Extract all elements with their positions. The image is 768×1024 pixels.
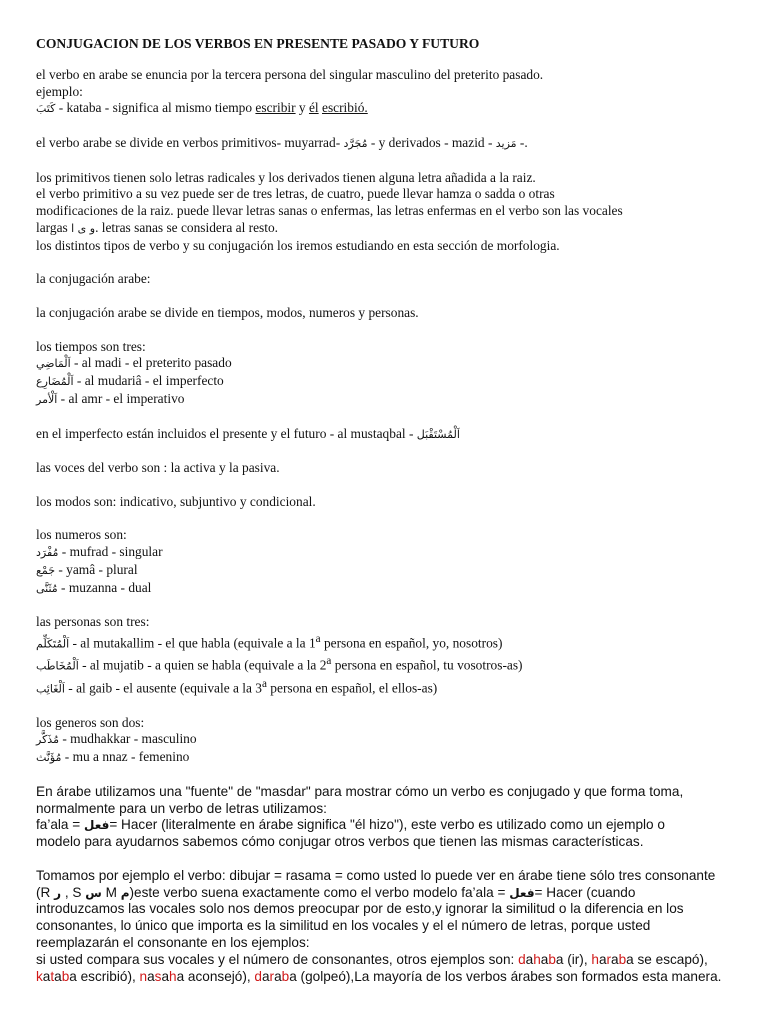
text-span: - al mutakallim - el que habla (equivale a la 1 xyxy=(69,635,316,651)
text-line: las voces del verbo son : la activa y la pasiva. xyxy=(36,460,280,476)
text-line xyxy=(36,135,736,153)
highlighted-word xyxy=(254,969,296,984)
consonant-letter: b xyxy=(61,968,70,984)
text-line: la conjugación arabe: xyxy=(36,271,151,287)
arabic-word: مُفْرَد xyxy=(36,546,59,560)
vowel-letter: a xyxy=(611,951,619,967)
text-span: = Hacer (cuando xyxy=(534,884,636,900)
list-item xyxy=(36,676,736,698)
vowel-letter: a xyxy=(176,968,185,984)
vowel-letter: a xyxy=(274,968,282,984)
text-span: persona en español, yo, nosotros) xyxy=(320,635,503,651)
text-span: se escapó), xyxy=(633,951,708,967)
vowel-letter: a xyxy=(540,951,549,967)
paragraph-imperfect xyxy=(36,426,736,444)
text-span: - mudhakkar - masculino xyxy=(58,731,197,747)
underlined-word: él xyxy=(308,100,319,116)
text-line: los modos son: indicativo, subjuntivo y condicional. xyxy=(36,493,316,509)
text-span: persona en español, el ellos-as) xyxy=(266,680,438,696)
list-tiempos xyxy=(36,339,736,409)
vowel-letter: a xyxy=(69,968,77,984)
document-page xyxy=(36,36,736,1002)
text-span: (golpeó),La mayoría de los verbos árabes son formados esta manera. xyxy=(296,968,722,984)
consonant-letter: h xyxy=(533,951,541,967)
text-line: los primitivos tienen solo letras radicales y los derivados tienen alguna letra añadida a la raiz. xyxy=(36,169,536,185)
vowel-letter: a xyxy=(161,968,170,984)
list-item xyxy=(36,580,736,598)
vowel-letter: a xyxy=(525,951,534,967)
paragraph-rasama xyxy=(36,868,736,986)
arabic-word: اَلْمُتَكَلِّم xyxy=(36,637,70,651)
text-span: (R xyxy=(36,884,55,900)
arabic-word: اَلْمَاضِي xyxy=(36,357,71,371)
underlined-word: escribió. xyxy=(322,100,368,116)
consonant-letter: k xyxy=(36,968,43,984)
consonant-letter: s xyxy=(154,968,162,984)
text-span: , S xyxy=(61,884,86,900)
arabic-word: جَمْع xyxy=(36,563,56,577)
text-line: la conjugación arabe se divide en tiempos, modos, numeros y personas. xyxy=(36,304,419,320)
vowel-letter: a xyxy=(598,951,607,967)
arabic-letter: س xyxy=(85,885,102,900)
text-span: - al amr - el imperativo xyxy=(57,390,185,406)
vowel-letter: a xyxy=(626,951,634,967)
arabic-word: فعل xyxy=(84,818,110,833)
vowel-letter: a xyxy=(261,968,270,984)
highlighted-word xyxy=(518,952,563,967)
paragraph-primitives xyxy=(36,170,736,255)
text-line: En árabe utilizamos una "fuente" de "masdar" para mostrar cómo un verbo es conjugado y que forma toma, xyxy=(36,783,684,799)
text-span: - mu a nnaz - femenino xyxy=(61,749,190,765)
superscript: a xyxy=(315,633,321,646)
arabic-word: مُذَكَّر xyxy=(36,733,59,747)
text-span: = Hacer (literalmente en árabe significa "él hizo"), este verbo es utilizado como un ejemplo o xyxy=(109,817,665,833)
consonant-letter: d xyxy=(518,951,526,967)
text-span: - al mujatib - a quien se habla (equivale a la 2 xyxy=(78,657,327,673)
arabic-word: مَزيد xyxy=(495,136,517,150)
consonant-letter: b xyxy=(548,951,556,967)
superscript: a xyxy=(262,677,267,690)
text-span: . letras sanas se considera al resto. xyxy=(95,219,279,235)
text-span: - al madi - el preterito pasado xyxy=(70,355,232,371)
consonant-letter: n xyxy=(139,968,148,984)
paragraph-conjugation-heading xyxy=(36,271,736,288)
paragraph-masdar xyxy=(36,784,736,851)
superscript: a xyxy=(326,655,332,668)
text-line: modelo para ayudarnos sabemos cómo conjugar otros verbos que tienen las mismas características. xyxy=(36,834,644,850)
list-item xyxy=(36,355,736,373)
text-line: ejemplo: xyxy=(36,83,83,99)
text-line: introduzcamos las vocales solo nos demos preocupar por de esto,y ignorar la similitud o la diferencia en los xyxy=(36,901,684,917)
list-item xyxy=(36,391,736,409)
text-span: fa’ala = xyxy=(36,817,84,833)
list-item xyxy=(36,653,736,675)
arabic-word: كَتَبَ xyxy=(36,102,56,116)
text-span: - muzanna - dual xyxy=(57,579,152,595)
vowel-letter: a xyxy=(555,951,564,967)
consonant-letter: h xyxy=(169,968,177,984)
text-span: si usted compara sus vocales y el número de consonantes, otros ejemplos son: xyxy=(36,951,519,967)
arabic-word: مُجَرَّد xyxy=(343,136,368,150)
list-heading: las personas son tres: xyxy=(36,614,150,630)
highlighted-word xyxy=(36,969,77,984)
text-span: - al gaib - el ausente (equivale a la 3 xyxy=(64,680,262,696)
list-item xyxy=(36,562,736,580)
consonant-letter: t xyxy=(50,968,55,984)
arabic-word: اَلْغَائِب xyxy=(36,682,65,696)
consonant-letter: r xyxy=(606,951,612,967)
example-line xyxy=(36,100,736,118)
list-personas xyxy=(36,614,736,698)
text-span: aconsejó), xyxy=(184,968,255,984)
arabic-word: اَلْمُخَاطَب xyxy=(36,659,79,673)
text-span: el verbo arabe se divide en verbos primitivos- muyarrad- xyxy=(36,134,344,150)
list-item xyxy=(36,373,736,391)
list-heading: los generos son dos: xyxy=(36,714,145,730)
vowel-letter: a xyxy=(147,968,155,984)
consonant-letter: d xyxy=(254,968,262,984)
text-span: - mufrad - singular xyxy=(58,544,163,560)
consonant-letter: r xyxy=(269,968,275,984)
text-line: consonantes, lo único que importa es la similitud en los vocales y el el número de letras, porque usted xyxy=(36,918,651,934)
paragraph-modes xyxy=(36,494,736,511)
arabic-letter: م xyxy=(120,885,130,900)
vowel-letter: a xyxy=(289,968,297,984)
paragraph-enunciation xyxy=(36,67,736,118)
arabic-word: اَلْمُسْتَقْبَل xyxy=(416,427,460,441)
arabic-word: مُثَنَّى xyxy=(36,581,58,595)
text-line: el verbo primitivo a su vez puede ser de tres letras, de cuatro, puede llevar hamza o sadda o otras xyxy=(36,186,555,202)
text-span: - yamâ - plural xyxy=(55,561,138,577)
arabic-word: اَلْأمر xyxy=(36,392,58,406)
text-span: -. xyxy=(516,134,528,150)
text-span: en el imperfecto están incluidos el presente y el futuro - al mustaqbal - xyxy=(36,425,417,441)
text-line: los distintos tipos de verbo y su conjugación los iremos estudiando en esta sección de morfologia. xyxy=(36,237,560,253)
text-line: el verbo en arabe se enuncia por la tercera persona del singular masculino del preterito pasado. xyxy=(36,66,544,82)
text-line xyxy=(36,885,736,902)
text-line xyxy=(36,969,736,986)
text-line: modificaciones de la raiz. puede llevar letras sanas o enfermas, las letras enfermas en el verbo son las vocales xyxy=(36,203,623,219)
consonant-letter: b xyxy=(618,951,627,967)
underlined-word: escribir xyxy=(255,100,296,116)
consonant-letter: h xyxy=(591,951,599,967)
list-heading: los numeros son: xyxy=(36,527,127,543)
arabic-word: و ی ا xyxy=(71,221,96,235)
text-line xyxy=(36,952,736,969)
text-span: (ir), xyxy=(563,951,592,967)
list-generos xyxy=(36,715,736,767)
highlighted-word xyxy=(140,969,185,984)
list-heading: los tiempos son tres: xyxy=(36,338,146,354)
text-span: - kataba - significa al mismo tiempo xyxy=(55,100,256,116)
vowel-letter: a xyxy=(54,968,62,984)
arabic-letter: ر xyxy=(54,885,62,900)
paragraph-conjugation-division xyxy=(36,305,736,322)
text-span: persona en español, tu vosotros-as) xyxy=(331,657,523,673)
paragraph-division xyxy=(36,135,736,153)
text-span: escribió), xyxy=(76,968,140,984)
text-line xyxy=(36,426,736,444)
text-span: y xyxy=(295,100,309,116)
consonant-letter: b xyxy=(281,968,290,984)
document-title: CONJUGACION DE LOS VERBOS EN PRESENTE PASADO Y FUTURO xyxy=(36,36,480,51)
list-item xyxy=(36,631,736,653)
text-line: reemplazarán el consonante en los ejemplos: xyxy=(36,935,310,951)
text-line: Tomamos por ejemplo el verbo: dibujar = rasama = como usted lo puede ver en árabe tiene sólo tres consonante xyxy=(36,867,716,883)
text-span: M xyxy=(101,884,121,900)
text-span: )este verbo suena exactamente como el verbo modelo fa’ala = xyxy=(129,884,510,900)
list-item xyxy=(36,731,736,749)
arabic-word: مُؤَنَّث xyxy=(36,751,62,765)
text-span: - al mudariâ - el imperfecto xyxy=(73,373,224,389)
list-item xyxy=(36,749,736,767)
arabic-word: فعل xyxy=(509,885,535,900)
list-numeros xyxy=(36,527,736,597)
text-span: largas xyxy=(36,219,72,235)
paragraph-voices xyxy=(36,460,736,477)
arabic-word: اَلْمُضَارِع xyxy=(36,375,74,389)
text-line xyxy=(36,220,736,238)
text-line xyxy=(36,817,736,834)
vowel-letter: a xyxy=(42,968,51,984)
list-item xyxy=(36,544,736,562)
highlighted-word xyxy=(591,952,633,967)
text-line: normalmente para un verbo de letras utilizamos: xyxy=(36,800,327,816)
text-span: - y derivados - mazid - xyxy=(367,134,496,150)
